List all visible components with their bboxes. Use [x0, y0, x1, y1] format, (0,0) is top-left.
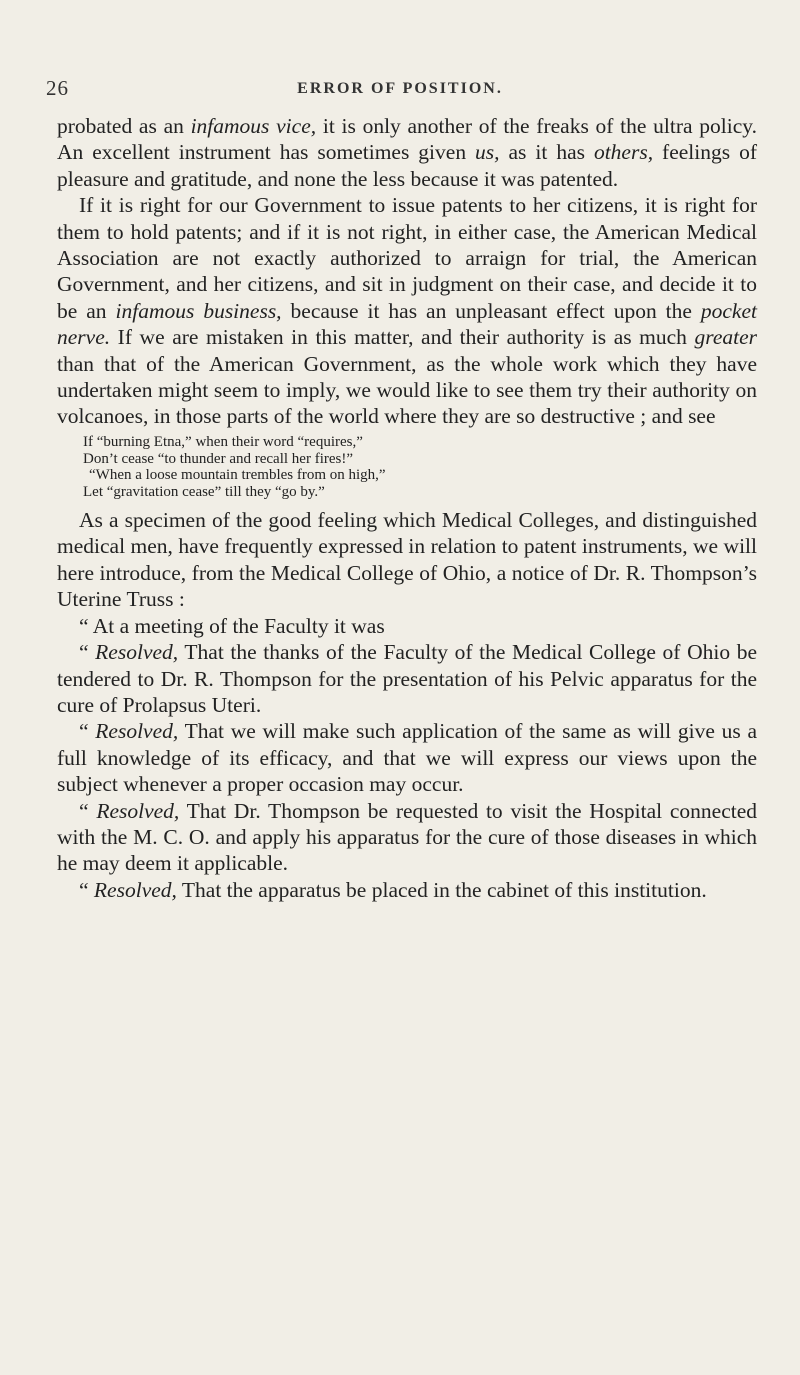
- paragraph-patents-policy: probated as an infamous vice, it is only another of the freaks of the ultra policy. An excellent instrument has sometimes given us, as it has others, feelings of pleasure and gratitude, and none the less because it was patented.: [57, 114, 757, 191]
- verse-line: “When a loose mountain trembles from on high,”: [89, 467, 386, 484]
- paragraph-specimen: As a specimen of the good feeling which Medical Colleges, and distinguished medical men, have frequently expressed in relation to patent instruments, we will here introduce, from the Medical College of Ohio, a notice of Dr. R. Thompson’s Uterine Truss :: [57, 508, 757, 612]
- paragraph-government-authority: If it is right for our Government to issue patents to her citizens, it is right for them to hold patents; and if it is not right, in either case, the American Medical Association are not exactly authorized to arraign for trial, the American Government, and her citizens, and sit in judgment on their case, and decide it to be an infamous business, because it has an unpleasant effect upon the pocket nerve. If we are mistaken in this matter, and their authority is as much greater than that of the American Government, as the whole work which they have undertaken might seem to imply, we would like to see them try their authority on volcanoes, in those parts of the world where they are so destructive ; and see: [57, 193, 757, 429]
- running-head: ERROR OF POSITION.: [297, 80, 503, 97]
- paragraph-resolution-thanks: “ Resolved, That the thanks of the Faculty of the Medical College of Ohio be tendered to Dr. R. Thompson for the presentation of his Pelvic apparatus for the cure of Prolapsus Uteri.: [57, 640, 757, 717]
- paragraph-resolution-cabinet: “ Resolved, That the apparatus be placed in the cabinet of this institution.: [79, 877, 707, 902]
- page-number: 26: [46, 76, 69, 100]
- verse-line: Let “gravitation cease” till they “go by.”: [83, 484, 325, 501]
- paragraph-resolution-application: “ Resolved, That we will make such application of the same as will give us a full knowledge of its efficacy, and that we will express our views upon the subject whenever a proper occasion may occur.: [57, 719, 757, 797]
- paragraph-resolution-hospital: “ Resolved, That Dr. Thompson be requested to visit the Hospital connected with the M. C. O. and apply his apparatus for the cure of those diseases in which he may deem it applicable.: [57, 798, 758, 876]
- verse-quotation: [83, 434, 757, 501]
- verse-line: Don’t cease “to thunder and recall her fires!”: [83, 450, 354, 467]
- page-header: [0, 76, 800, 106]
- verse-line: If “burning Etna,” when their word “requires,”: [83, 433, 363, 450]
- page-body: [57, 113, 757, 903]
- paragraph-meeting: “ At a meeting of the Faculty it was: [79, 613, 385, 638]
